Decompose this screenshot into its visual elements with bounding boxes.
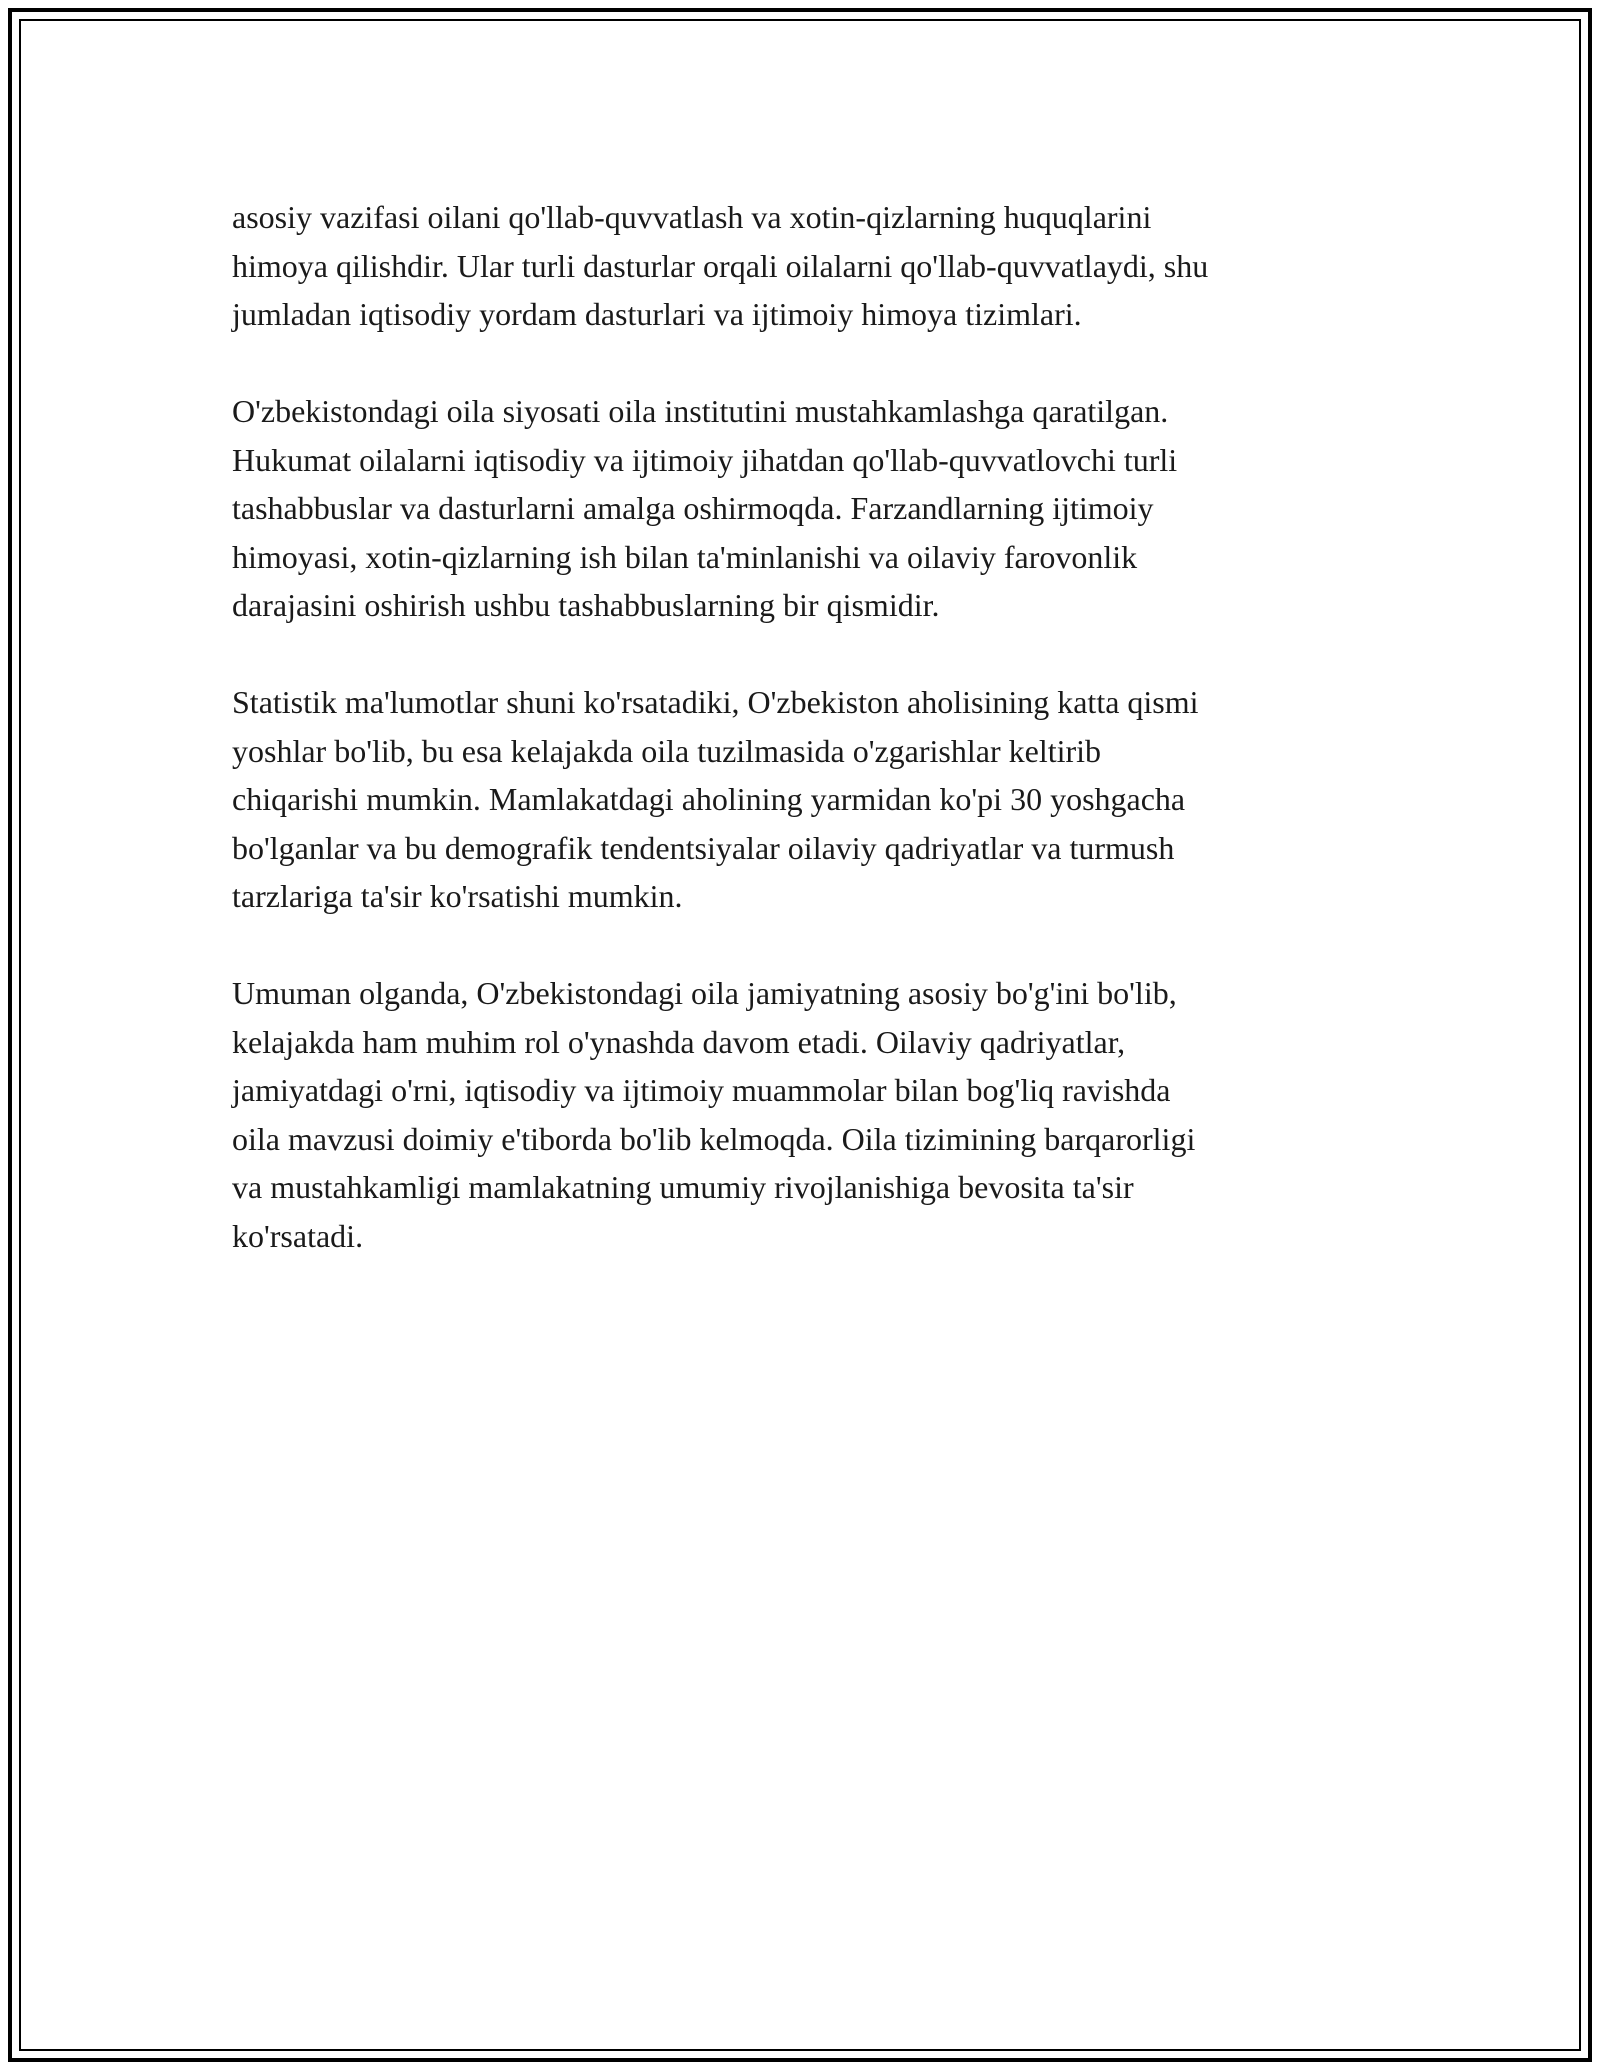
paragraph-3: Statistik ma'lumotlar shuni ko'rsatadiki, O'zbekiston aholisining katta qismi yoshlar bo'lib, bu esa kelajakda oila tuzilmasida o'zgarishlar keltirib chiqarishi mumkin. Mamlakatdagi aholining yarmidan ko'pi 30 yoshgacha bo'lganlar va bu demografik tendentsiyalar oilaviy qadriyatlar va turmush tarzlariga ta'sir ko'rsatishi mumkin. bbox=[232, 684, 1199, 914]
document-body bbox=[232, 193, 1372, 1309]
paragraph-4: Umuman olganda, O'zbekistondagi oila jamiyatning asosiy bo'g'ini bo'lib, kelajakda ham muhim rol o'ynashda davom etadi. Oilaviy qadriyatlar, jamiyatdagi o'rni, iqtisodiy va ijtimoiy muammolar bilan bog'liq ravishda oila mavzusi doimiy e'tiborda bo'lib kelmoqda. Oila tizimining barqarorligi va mustahkamligi mamlakatning umumiy rivojlanishiga bevosita ta'sir ko'rsatadi. bbox=[232, 975, 1196, 1254]
paragraph-2: O'zbekistondagi oila siyosati oila institutini mustahkamlashga qaratilgan. Hukumat oilalarni iqtisodiy va ijtimoiy jihatdan qo'llab-quvvatlovchi turli tashabbuslar va dasturlarni amalga oshirmoqda. Farzandlarning ijtimoiy himoyasi, xotin-qizlarning ish bilan ta'minlanishi va oilaviy farovonlik darajasini oshirish ushbu tashabbuslarning bir qismidir. bbox=[232, 393, 1178, 623]
paragraph-1: asosiy vazifasi oilani qo'llab-quvvatlash va xotin-qizlarning huquqlarini himoya qilishdir. Ular turli dasturlar orqali oilalarni qo'llab-quvvatlaydi, shu jumladan iqtisodiy yordam dasturlari va ijtimoiy himoya tizimlari. bbox=[232, 199, 1209, 332]
